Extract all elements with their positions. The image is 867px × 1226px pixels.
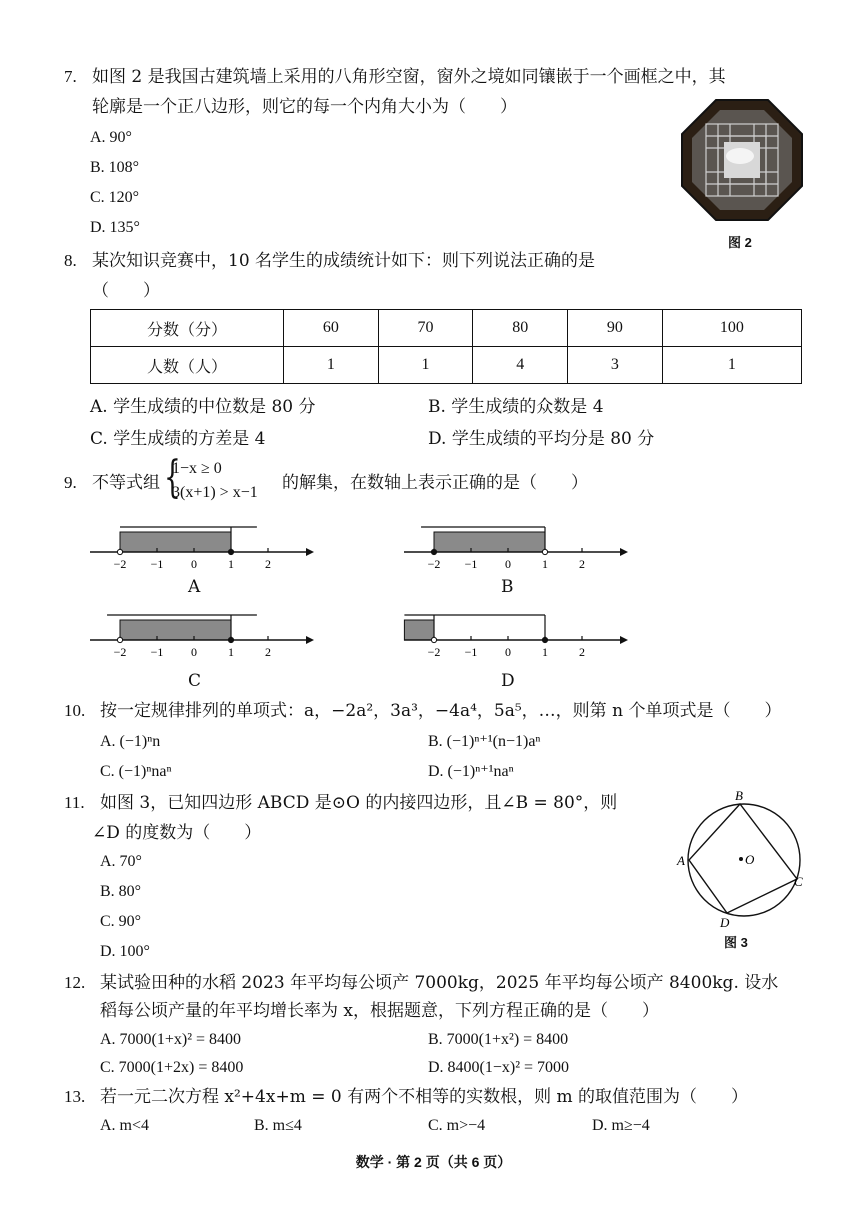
inequality-1: 1−x ≥ 0 [172, 460, 222, 477]
table-cell: 70 [378, 310, 473, 347]
tick-label: −1 [150, 645, 164, 659]
q12-option-a: A. 7000(1+x)² = 8400 [100, 1031, 242, 1048]
tick-label: 2 [579, 645, 585, 659]
table-cell: 80 [473, 310, 568, 347]
q9-stem-post: 的解集，在数轴上表示正确的是（ ） [282, 473, 588, 493]
number-line-c [88, 606, 318, 666]
table-cell: 90 [568, 310, 663, 347]
q8-option-a: A. 学生成绩的中位数是 80 分 [90, 397, 316, 417]
q8-option-b: B. 学生成绩的众数是 4 [428, 397, 604, 417]
tick-label: 0 [505, 645, 511, 659]
endpoint-dot [542, 549, 547, 554]
q12-option-c: C. 7000(1+2x) = 8400 [100, 1059, 244, 1076]
q12-option-d: D. 8400(1−x)² = 7000 [428, 1059, 570, 1076]
tick-label: −1 [464, 557, 478, 571]
q8-number: 8. [64, 251, 77, 270]
shaded-region [120, 620, 231, 640]
q13-option-b: B. m≤4 [254, 1117, 302, 1134]
q11-option-a: A. 70° [100, 853, 142, 870]
q13-stem: 若一元二次方程 x²+4x+m = 0 有两个不相等的实数根，则 m 的取值范围为（ ） [100, 1087, 749, 1107]
table-cell: 1 [662, 347, 801, 384]
q7-option-b: B. 108° [90, 159, 140, 176]
tick-label: −2 [113, 557, 127, 571]
q9-option-d-label: D [501, 671, 515, 691]
q7-option-a: A. 90° [90, 129, 132, 146]
page-footer: 数学 · 第 2 页（共 6 页） [355, 1154, 512, 1170]
number-line-d [402, 606, 632, 666]
axis-arrow [620, 548, 628, 556]
q12-stem-line2: 稻每公顷产量的年平均增长率为 x，根据题意，下列方程正确的是（ ） [100, 1001, 659, 1021]
q13-number: 13. [64, 1087, 86, 1106]
point-b: B [735, 788, 743, 803]
system-brace: { [164, 452, 181, 503]
endpoint-dot [228, 637, 233, 642]
endpoint-dot [117, 637, 122, 642]
q10-option-b: B. (−1)ⁿ⁺¹(n−1)aⁿ [428, 733, 541, 750]
q13-option-d: D. m≥−4 [592, 1117, 650, 1134]
tick-label: −2 [427, 645, 441, 659]
table-cell: 60 [284, 310, 379, 347]
shaded-region [434, 532, 545, 552]
endpoint-dot [431, 637, 436, 642]
tick-label: 2 [579, 557, 585, 571]
q11-option-d: D. 100° [100, 943, 150, 960]
table-cell: 100 [662, 310, 801, 347]
tick-label: 2 [265, 645, 271, 659]
endpoint-dot [228, 549, 233, 554]
q10-number: 10. [64, 701, 86, 720]
shaded-region [404, 620, 434, 640]
table-cell: 4 [473, 347, 568, 384]
inequality-2: 3(x+1) > x−1 [172, 484, 258, 501]
tick-label: −1 [464, 645, 478, 659]
q7-stem-line1: 如图 2 是我国古建筑墙上采用的八角形空窗，窗外之境如同镶嵌于一个画框之中，其 [92, 67, 726, 87]
q9-option-b-label: B [501, 577, 514, 597]
q12-number: 12. [64, 973, 86, 992]
table-cell: 人数（人） [91, 347, 284, 384]
table-cell: 3 [568, 347, 663, 384]
tick-label: 1 [542, 645, 548, 659]
table-cell: 1 [284, 347, 379, 384]
point-d: D [720, 915, 730, 930]
q9-number: 9. [64, 473, 77, 492]
q13-option-c: C. m>−4 [428, 1117, 486, 1134]
q11-number: 11. [64, 793, 85, 812]
tick-label: 2 [265, 557, 271, 571]
q8-option-d: D. 学生成绩的平均分是 80 分 [428, 429, 655, 449]
q11-option-c: C. 90° [100, 913, 142, 930]
tick-label: −2 [113, 645, 127, 659]
number-line-a [88, 518, 318, 578]
q13-option-a: A. m<4 [100, 1117, 150, 1134]
axis-arrow [620, 636, 628, 644]
q7-option-c: C. 120° [90, 189, 140, 206]
q9-option-a-label: A [188, 577, 201, 597]
table-row [91, 347, 802, 384]
q8-stem-line2: （ ） [92, 281, 160, 301]
q12-stem-line1: 某试验田种的水稻 2023 年平均每公顷产 7000kg，2025 年平均每公顷产 8400kg. 设水 [100, 973, 779, 993]
tick-label: 1 [542, 557, 548, 571]
octagon-window-figure [680, 98, 804, 222]
score-table [90, 309, 802, 384]
q7-stem-line2: 轮廓是一个正八边形，则它的每一个内角大小为（ ） [92, 97, 517, 117]
q12-option-b: B. 7000(1+x²) = 8400 [428, 1031, 569, 1048]
inequality-system [172, 457, 258, 505]
q11-option-b: B. 80° [100, 883, 142, 900]
endpoint-dot [431, 549, 436, 554]
figure-2-label: 图 2 [728, 235, 752, 250]
q11-stem-line1: 如图 3，已知四边形 ABCD 是⊙O 的内接四边形，且∠B = 80°，则 [100, 793, 618, 813]
table-cell: 1 [378, 347, 473, 384]
q10-option-c: C. (−1)ⁿnaⁿ [100, 763, 172, 780]
q8-stem-line1: 某次知识竞赛中，10 名学生的成绩统计如下：则下列说法正确的是 [92, 251, 596, 271]
q11-stem-line2: ∠D 的度数为（ ） [92, 823, 262, 843]
tick-label: 1 [228, 557, 234, 571]
point-a: A [677, 853, 685, 868]
table-row [91, 310, 802, 347]
axis-arrow [306, 636, 314, 644]
q9-option-c-label: C [188, 671, 202, 691]
tick-label: −1 [150, 557, 164, 571]
table-cell: 分数（分） [91, 310, 284, 347]
tick-label: 0 [191, 645, 197, 659]
tick-label: 1 [228, 645, 234, 659]
q7-number: 7. [64, 67, 77, 86]
q7-option-d: D. 135° [90, 219, 140, 236]
point-o: O [745, 852, 755, 867]
figure-3-label: 图 3 [724, 935, 748, 950]
endpoint-dot [117, 549, 122, 554]
tick-label: −2 [427, 557, 441, 571]
q9-stem-pre: 不等式组 [92, 473, 160, 493]
number-line-b [402, 518, 632, 578]
q8-option-c: C. 学生成绩的方差是 4 [90, 429, 266, 449]
q10-option-d: D. (−1)ⁿ⁺¹naⁿ [428, 763, 514, 780]
axis-arrow [306, 548, 314, 556]
tick-label: 0 [191, 557, 197, 571]
q10-option-a: A. (−1)ⁿn [100, 733, 161, 750]
endpoint-dot [542, 637, 547, 642]
tick-label: 0 [505, 557, 511, 571]
cyclic-quadrilateral-figure [674, 786, 814, 932]
q10-stem: 按一定规律排列的单项式：a，−2a²，3a³，−4a⁴，5a⁵，…，则第 n 个单项式是（ ） [100, 701, 782, 721]
point-c: C [794, 874, 803, 889]
shaded-region [120, 532, 231, 552]
